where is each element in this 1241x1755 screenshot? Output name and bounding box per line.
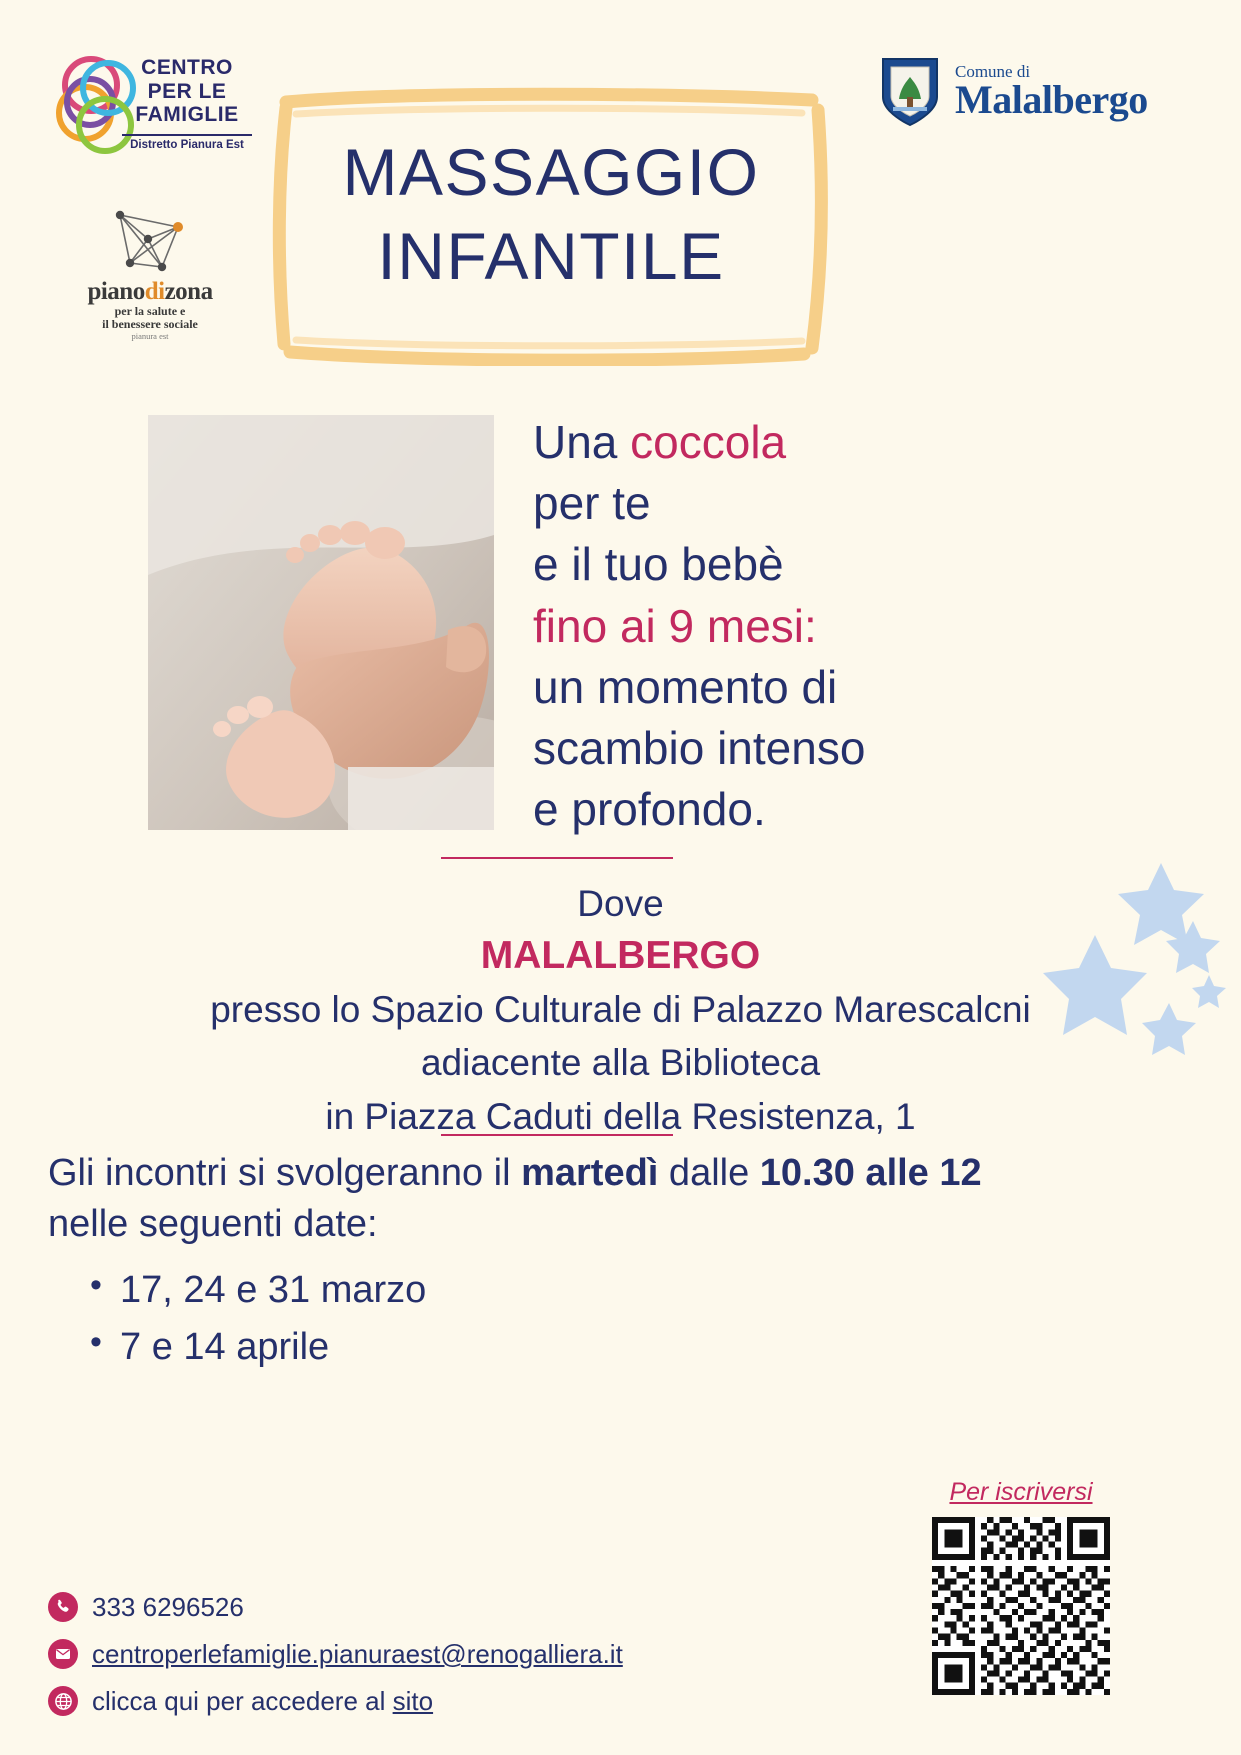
location-address-line-3: in Piazza Caduti della Resistenza, 1 — [325, 1095, 916, 1137]
cpf-line-3: FAMIGLIE — [135, 103, 239, 127]
location-block — [0, 880, 1241, 1141]
email-icon — [48, 1639, 78, 1669]
logo-centro-per-le-famiglie — [56, 48, 246, 168]
cpf-line-2: PER LE — [147, 79, 227, 103]
dates-list — [78, 1262, 426, 1376]
schedule-text-b: dalle — [658, 1152, 760, 1194]
pdz-tagline-2: il benessere sociale — [102, 316, 198, 331]
schedule-text-a: Gli incontri si svolgeranno il — [48, 1152, 522, 1194]
qr-label: Per iscriversi — [949, 1478, 1093, 1506]
contact-email-value[interactable]: centroperlefamiglie.pianuraest@renogalliera.it — [92, 1639, 623, 1669]
qr-block[interactable] — [921, 1478, 1121, 1695]
schedule-day: martedì — [521, 1152, 659, 1194]
slogan-line-6: scambio intenso — [533, 721, 866, 774]
qr-code-image[interactable] — [932, 1517, 1110, 1695]
comune-prefix: Comune di — [955, 61, 1031, 81]
comune-wordmark — [955, 63, 1148, 120]
contact-phone-value: 333 6296526 — [92, 1592, 244, 1622]
location-address-line-1: presso lo Spazio Culturale di Palazzo Marescalcni — [210, 989, 1031, 1031]
coat-of-arms-icon — [877, 53, 943, 129]
schedule-block — [48, 1148, 1168, 1249]
piano-di-zona-wordmark — [50, 279, 250, 341]
title-line-1: MASSAGGIO — [342, 135, 760, 209]
network-nodes-icon — [100, 205, 200, 277]
slogan-line-4: fino ai 9 mesi: — [533, 599, 817, 652]
divider-top — [441, 857, 673, 859]
phone-icon — [48, 1592, 78, 1622]
pdz-name-part1: piano — [87, 278, 145, 305]
title-line-2: INFANTILE — [377, 219, 725, 294]
slogan-line-1a: Una — [533, 416, 631, 468]
contact-website-row[interactable] — [48, 1686, 848, 1716]
website-link[interactable]: sito — [392, 1686, 434, 1716]
slogan-block — [533, 412, 1153, 840]
contact-email-row[interactable] — [48, 1639, 848, 1669]
logo-piano-di-zona — [50, 205, 250, 342]
slogan-line-7: e profondo. — [533, 783, 766, 836]
centro-famiglie-rings-icon — [56, 54, 130, 154]
title-frame — [272, 82, 830, 366]
pdz-tagline-3: pianura est — [131, 331, 169, 342]
contact-phone-row — [48, 1592, 848, 1622]
location-address-line-2: adiacente alla Biblioteca — [420, 1042, 821, 1084]
pdz-name-part2: zona — [164, 278, 213, 305]
slogan-line-5: un momento di — [533, 660, 838, 713]
list-item: • 17, 24 e 31 marzo — [78, 1262, 426, 1319]
location-city: MALALBERGO — [480, 934, 761, 978]
slogan-line-1b: coccola — [630, 416, 787, 468]
comune-name: Malalbergo — [955, 76, 1148, 122]
logo-comune-malalbergo — [877, 48, 1187, 134]
contacts-block — [48, 1592, 848, 1733]
cpf-subtitle: Distretto Pianura Est — [122, 134, 252, 152]
slogan-line-3: e il tuo bebè — [533, 538, 784, 591]
page-title — [272, 130, 830, 299]
website-text-before: clicca qui per accedere al — [92, 1686, 393, 1716]
centro-famiglie-wordmark — [122, 56, 252, 151]
schedule-time: 10.30 alle 12 — [759, 1152, 982, 1194]
pdz-tagline-1: per la salute e — [114, 304, 186, 319]
location-label: Dove — [577, 883, 664, 924]
slogan-line-2: per te — [533, 477, 651, 530]
list-item: • 7 e 14 aprile — [78, 1319, 426, 1376]
baby-feet-photo — [148, 415, 494, 830]
globe-icon — [48, 1686, 78, 1716]
contact-website-text — [92, 1688, 433, 1714]
slogan-line-1 — [533, 412, 1153, 473]
pdz-name-di: di — [144, 278, 165, 305]
schedule-text-c: nelle seguenti date: — [48, 1202, 378, 1245]
cpf-line-1: CENTRO — [141, 56, 233, 79]
